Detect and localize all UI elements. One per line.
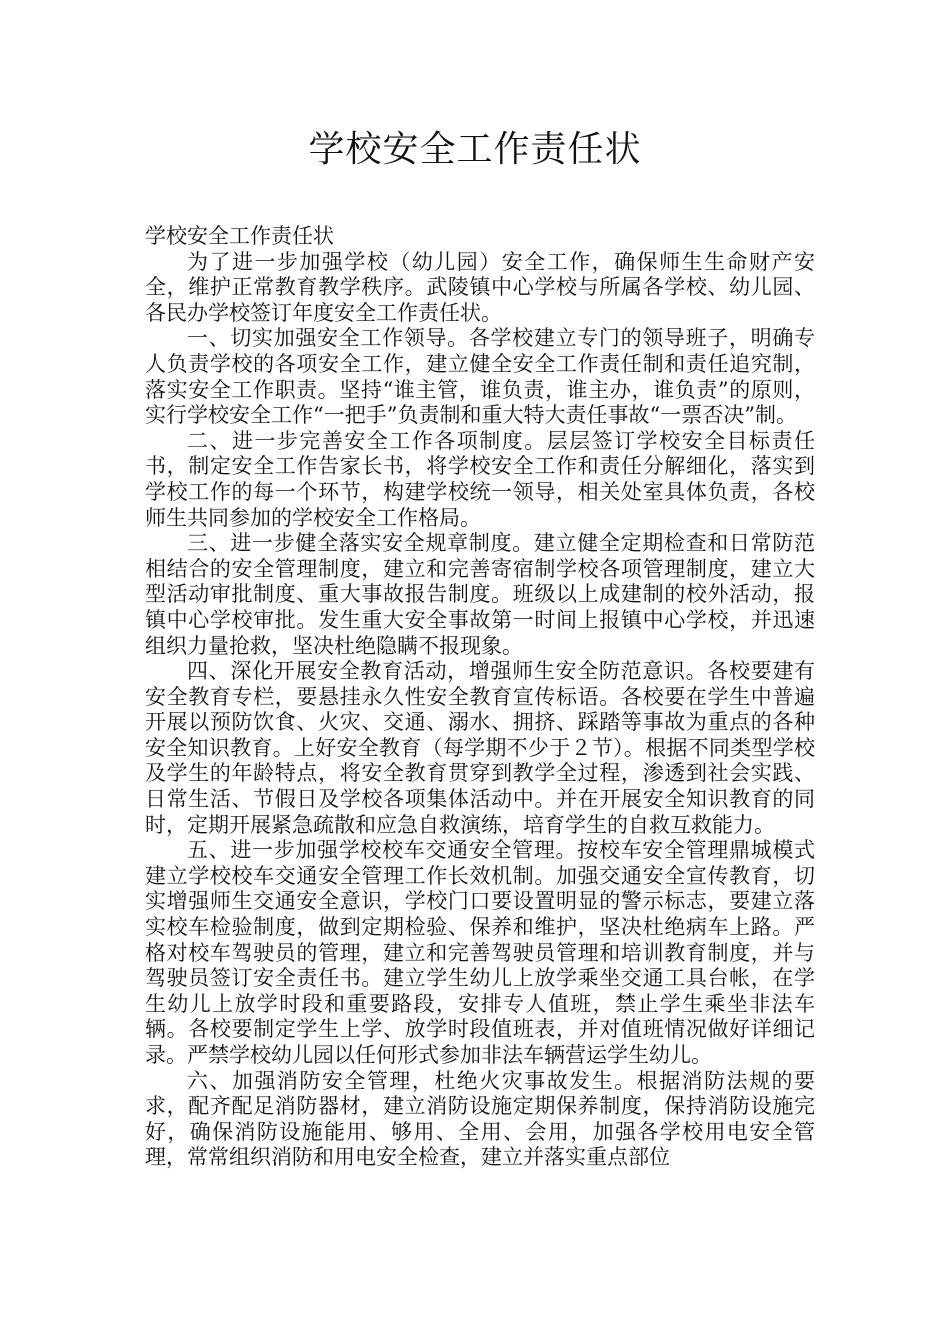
document-subheading: 学校安全工作责任状 bbox=[145, 224, 334, 248]
paragraph-regulations: 三、进一步健全落实安全规章制度。建立健全定期检查和日常防范相结合的安全管理制度，建立和完善寄宿制学校各项管理制度，建立大型活动审批制度、重大事故报告制度。班级以上成建制的校外活动，报镇中心学校审批。发生重大安全事故第一时间上报镇中心学校，并迅速组织力量抢救，坚决杜绝隐瞒不报现象。 bbox=[145, 531, 815, 658]
paragraph-school-bus: 五、进一步加强学校校车交通安全管理。按校车安全管理鼎城模式建立学校校车交通安全管理工作长效机制。加强交通安全宣传教育，切实增强师生交通安全意识，学校门口要设置明显的警示标志，要建立落实校车检验制度，做到定期检验、保养和维护，坚决杜绝病车上路。严格对校车驾驶员的管理，建立和完善驾驶员管理和培训教育制度，并与驾驶员签订安全责任书。建立学生幼儿上放学乘坐交通工具台帐，在学生幼儿上放学时段和重要路段，安排专人值班，禁止学生乘坐非法车辆。各校要制定学生上学、放学时段值班表，并对值班情况做好详细记录。严禁学校幼儿园以任何形式参加非法车辆营运学生幼儿。 bbox=[145, 838, 815, 1067]
paragraph-intro: 为了进一步加强学校（幼儿园）安全工作，确保师生生命财产安全，维护正常教育教学秩序。武陵镇中心学校与所属各学校、幼儿园、各民办学校签订年度安全工作责任状。 bbox=[145, 249, 815, 325]
paragraph-education: 四、深化开展安全教育活动，增强师生安全防范意识。各校要建有安全教育专栏，要悬挂永久性安全教育宣传标语。各校要在学生中普遍开展以预防饮食、火灾、交通、溺水、拥挤、踩踏等事故为重点的各种安全知识教育。上好安全教育（每学期不少于２节）。根据不同类型学校及学生的年龄特点，将安全教育贯穿到教学全过程，渗透到社会实践、日常生活、节假日及学校各项集体活动中。并在开展安全知识教育的同时，定期开展紧急疏散和应急自救演练，培育学生的自救互救能力。 bbox=[145, 659, 815, 837]
paragraph-systems: 二、进一步完善安全工作各项制度。层层签订学校安全目标责任书，制定安全工作告家长书，将学校安全工作和责任分解细化，落实到学校工作的每一个环节，构建学校统一领导，相关处室具体负责，各校师生共同参加的学校安全工作格局。 bbox=[145, 428, 815, 530]
paragraph-fire-safety: 六、加强消防安全管理，杜绝火灾事故发生。根据消防法规的要求，配齐配足消防器材，建立消防设施定期保养制度，保持消防设施完好，确保消防设施能用、够用、全用、会用，加强各学校用电安全管理，常常组织消防和用电安全检查，建立并落实重点部位 bbox=[145, 1068, 815, 1170]
paragraph-leadership: 一、切实加强安全工作领导。各学校建立专门的领导班子，明确专人负责学校的各项安全工作，建立健全安全工作责任制和责任追究制，落实安全工作职责。坚持“谁主管，谁负责，谁主办，谁负责”的原则，实行学校安全工作“一把手”负责制和重大特大责任事故“一票否决”制。 bbox=[145, 326, 815, 428]
document-title: 学校安全工作责任状 bbox=[308, 129, 642, 170]
document-body bbox=[145, 224, 815, 1171]
